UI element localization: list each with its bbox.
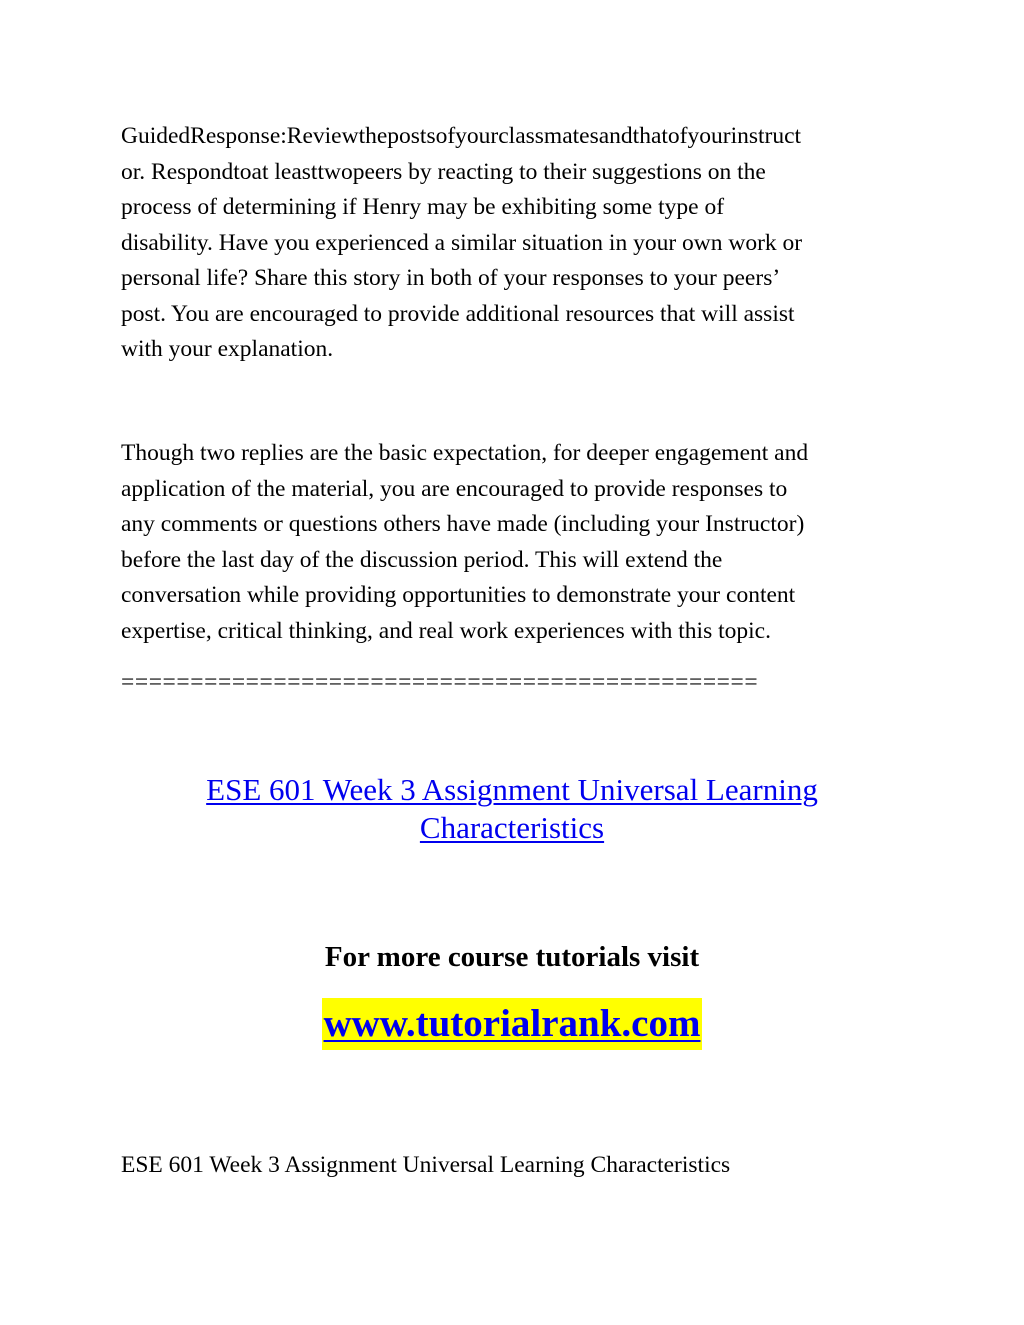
- website-link[interactable]: www.tutorialrank.com: [322, 998, 703, 1050]
- assignment-title-link[interactable]: [0, 771, 1024, 847]
- paragraph-line: GuidedResponse:Reviewthepostsofyourclassmatesandthatofyourinstruct: [121, 123, 802, 149]
- paragraph-line: application of the material, you are encouraged to provide responses to: [121, 475, 788, 502]
- paragraph-line: personal life? Share this story in both of your responses to your peers’: [121, 265, 781, 291]
- paragraph-line: or. Respondtoat leasttwopeers by reacting to their suggestions on the: [121, 158, 766, 185]
- guided-response-paragraph: [121, 119, 911, 368]
- paragraph-line: before the last day of the discussion period. This will extend the: [121, 546, 723, 573]
- paragraph-line: post. You are encouraged to provide additional resources that will assist: [121, 300, 795, 327]
- paragraph-line: Though two replies are the basic expectation, for deeper engagement and: [121, 440, 809, 466]
- footer-assignment-title: ESE 601 Week 3 Assignment Universal Learning Characteristics: [121, 1152, 731, 1178]
- paragraph-line: process of determining if Henry may be exhibiting some type of: [121, 194, 725, 220]
- link-line[interactable]: ESE 601 Week 3 Assignment Universal Learning: [206, 772, 818, 807]
- paragraph-line: disability. Have you experienced a similar situation in your own work or: [121, 229, 803, 256]
- paragraph-line: conversation while providing opportunities to demonstrate your content: [121, 582, 796, 608]
- site-link-container: [0, 998, 1024, 1050]
- paragraph-line: any comments or questions others have made (including your Instructor): [121, 511, 805, 537]
- section-divider: ==============================================: [121, 669, 759, 695]
- link-line[interactable]: Characteristics: [419, 810, 605, 845]
- visit-heading: For more course tutorials visit: [324, 941, 700, 973]
- engagement-paragraph: [121, 436, 911, 649]
- paragraph-line: with your explanation.: [121, 336, 334, 362]
- paragraph-line: expertise, critical thinking, and real work experiences with this topic.: [121, 617, 771, 644]
